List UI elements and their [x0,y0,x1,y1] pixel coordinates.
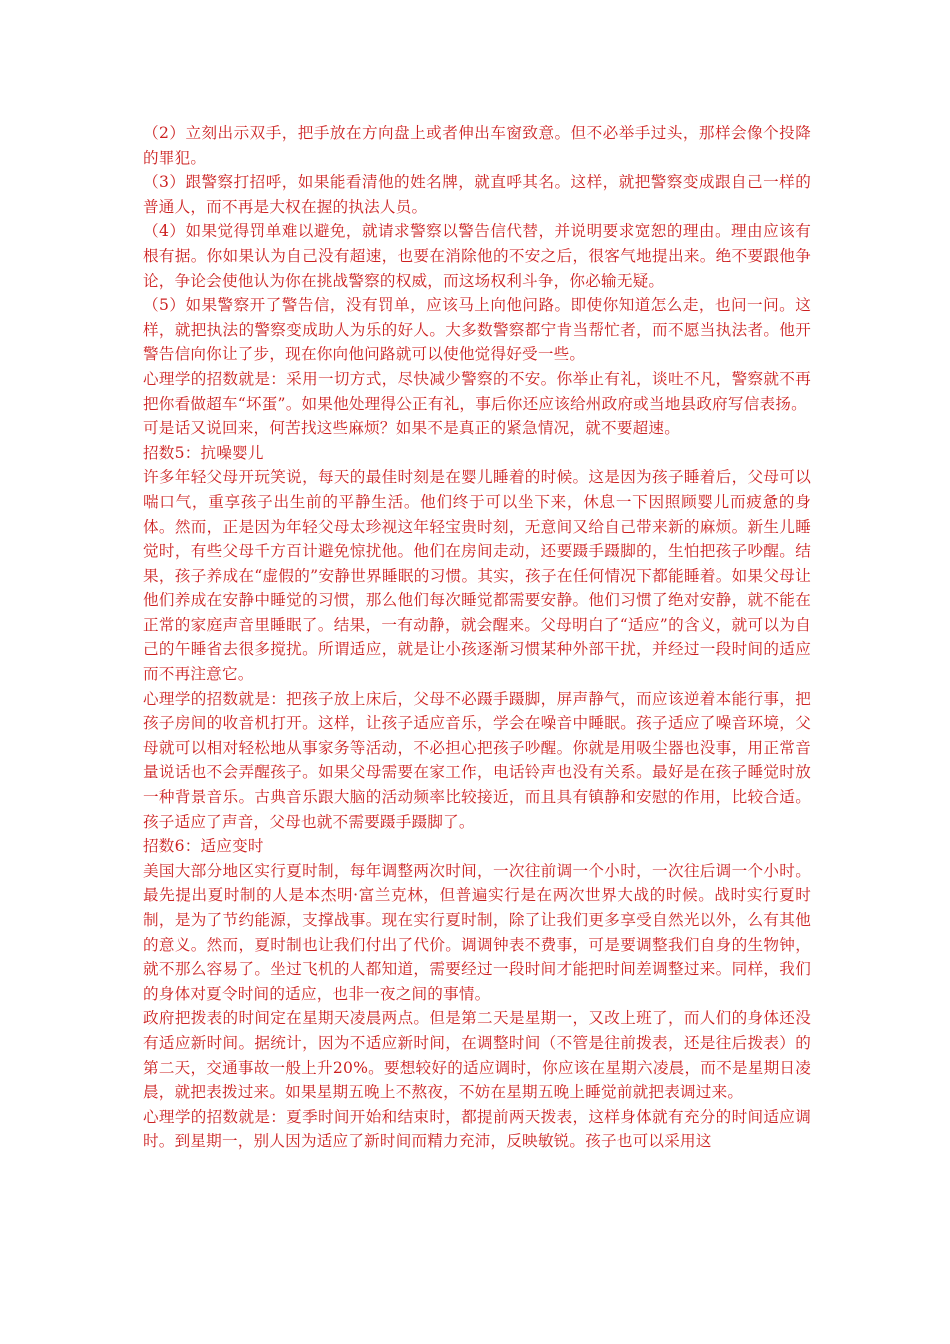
paragraph-psychology-tip-time: 心理学的招数就是：夏季时间开始和结束时，都提前两天拨表，这样身体就有充分的时间适应调时。到星期一，别人因为适应了新时间而精力充沛，反映敏锐。孩子也可以采用这 [143,1107,811,1151]
section-heading-tip-5: 招数5：抗噪婴儿 [143,443,264,462]
paragraph-step-4: （4）如果觉得罚单难以避免，就请求警察以警告信代替，并说明要求宽恕的理由。理由应该有根有据。你如果认为自己没有超速，也要在消除他的不安之后，很客气地提出来。绝不要跟他争论，争论会使他认为你在挑战警察的权威，而这场权利斗争，你必输无疑。 [143,222,811,290]
paragraph-clock-change: 政府把拨表的时间定在星期天凌晨两点。但是第二天是星期一，又改上班了，而人们的身体还没有适应新时间。据统计，因为不适应新时间，在调整时间（不管是往前拨表，还是往后拨表）的第二天，交通事故一般上升20%。要想较好的适应调时，你应该在星期六凌晨，而不是星期日凌晨，就把表拨过来。如果星期五晚上不熬夜，不妨在星期五晚上睡觉前就把表调过来。 [143,1009,811,1102]
paragraph-step-5: （5）如果警察开了警告信，没有罚单，应该马上向他问路。即使你知道怎么走，也问一问。这样，就把执法的警察变成助人为乐的好人。大多数警察都宁肯当帮忙者，而不愿当执法者。他开警告信向你让了步，现在你向他问路就可以使他觉得好受一些。 [143,296,811,364]
paragraph-step-2: （2）立刻出示双手，把手放在方向盘上或者伸出车窗致意。但不必举手过头，那样会像个投降的罪犯。 [143,124,811,167]
section-heading-tip-6: 招数6：适应变时 [143,837,264,856]
paragraph-psychology-tip-police: 心理学的招数就是：采用一切方式，尽快减少警察的不安。你举止有礼，谈吐不凡，警察就不再把你看做超车“坏蛋”。如果他处理得公正有礼，事后你还应该给州政府或当地县政府写信表扬。 [143,369,811,413]
paragraph-conclusion-speeding: 可是话又说回来，何苦找这些麻烦？如果不是真正的紧急情况，就不要超速。 [143,419,680,438]
paragraph-psychology-tip-baby: 心理学的招数就是：把孩子放上床后，父母不必蹑手蹑脚，屏声静气，而应该逆着本能行事，把孩子房间的收音机打开。这样，让孩子适应音乐，学会在噪音中睡眠。孩子适应了噪音环境，父母就可以相对轻松地从事家务等活动，不必担心把孩子吵醒。你就是用吸尘器也没事，用正常音量说话也不会弄醒孩子。如果父母需要在家工作，电话铃声也没有关系。最好是在孩子睡觉时放一种背景音乐。古典音乐跟大脑的活动频率比较接近，而且具有镇静和安慰的作用，比较合适。孩子适应了声音，父母也就不需要蹑手蹑脚了。 [143,689,811,831]
paragraph-step-3: （3）跟警察打招呼，如果能看清他的姓名牌，就直呼其名。这样，就把警察变成跟自己一样的普通人，而不再是大权在握的执法人员。 [143,173,811,216]
paragraph-baby-sleep: 许多年轻父母开玩笑说，每天的最佳时刻是在婴儿睡着的时候。这是因为孩子睡着后，父母可以喘口气，重享孩子出生前的平静生活。他们终于可以坐下来，休息一下因照顾婴儿而疲惫的身体。然而，正是因为年轻父母太珍视这年轻宝贵时刻，无意间又给自己带来新的麻烦。新生儿睡觉时，有些父母千方百计避免惊扰他。他们在房间走动，还要蹑手蹑脚的，生怕把孩子吵醒。结果，孩子养成在“虚假的”安静世界睡眠的习惯。其实，孩子在任何情况下都能睡着。如果父母让他们养成在安静中睡觉的习惯，那么他们每次睡觉都需要安静。他们习惯了绝对安静，就不能在正常的家庭声音里睡眠了。结果，一有动静，就会醒来。父母明白了“适应”的含义，就可以为自己的午睡省去很多搅扰。所谓适应，就是让小孩逐渐习惯某种外部干扰，并经过一段时间的适应而不再注意它。 [143,468,811,684]
paragraph-daylight-saving: 美国大部分地区实行夏时制，每年调整两次时间，一次往前调一个小时，一次往后调一个小时。最先提出夏时制的人是本杰明·富兰克林，但普遍实行是在两次世界大战的时候。战时实行夏时制，是为了节约能源，支撑战事。现在实行夏时制，除了让我们更多享受自然光以外，么有其他的意义。然而，夏时制也让我们付出了代价。调调钟表不费事，可是要调整我们自身的生物钟，就不那么容易了。坐过飞机的人都知道，需要经过一段时间才能把时间差调整过来。同样，我们的身体对夏令时间的适应，也非一夜之间的事情。 [143,861,811,1003]
document-body [143,121,811,1154]
